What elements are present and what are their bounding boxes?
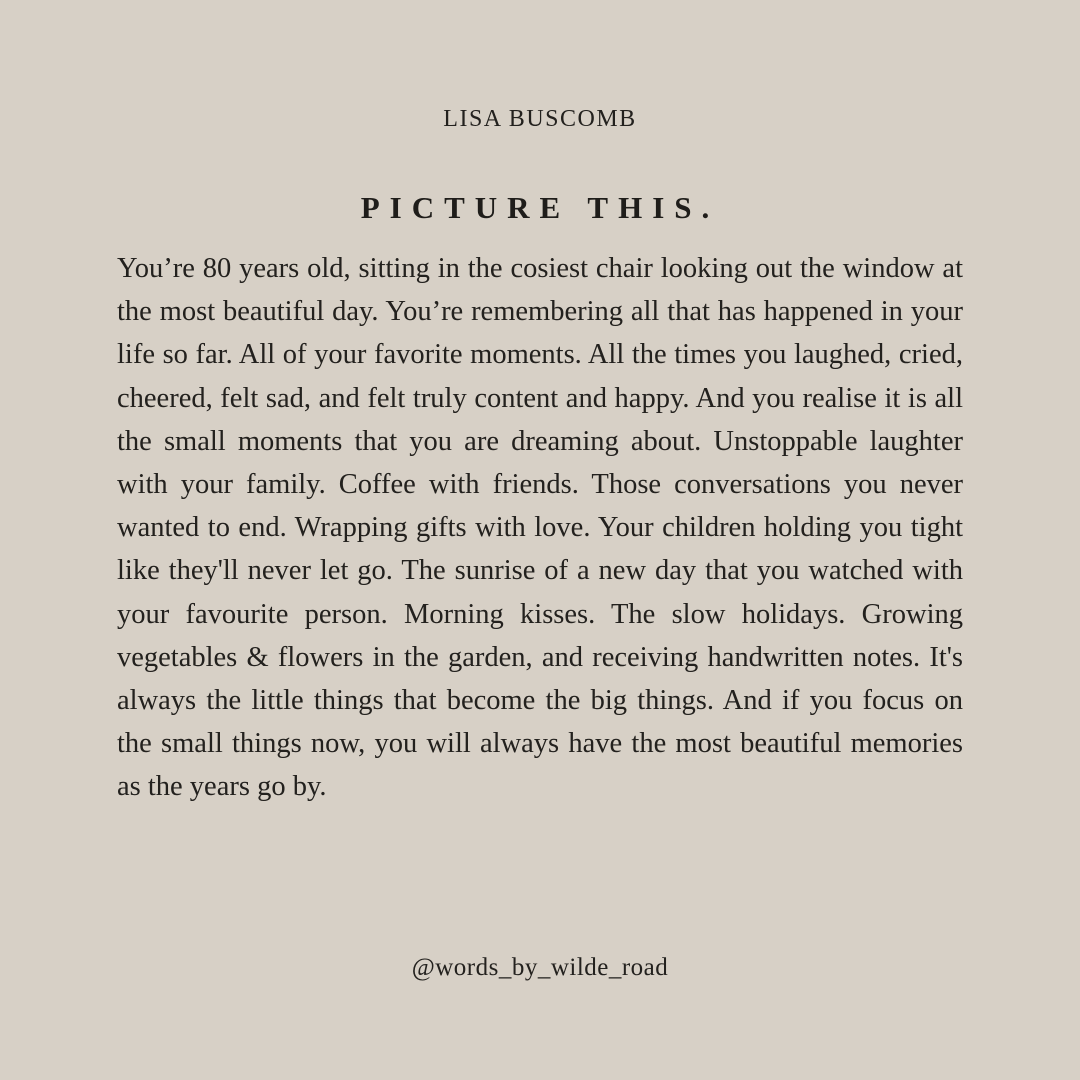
instagram-handle: @words_by_wilde_road xyxy=(411,954,669,981)
author-name: LISA BUSCOMB xyxy=(443,106,637,132)
quote-body-text: You’re 80 years old, sitting in the cosiest chair looking out the window at the most beautiful day. You’re remembering all that has happened in your life so far. All of your favorite moments. All the times you laughed, cried, cheered, felt sad, and felt truly content and happy. And you realise it is all the small moments that you are dreaming about. Unstoppable laughter with your family. Coffee with friends. Those conversations you never wanted to end. Wrapping gifts with love. Your children holding you tight like they'll never let go. The sunrise of a new day that you watched with your favourite person. Morning kisses. The slow holidays. Growing vegetables & flowers in the garden, and receiving handwritten notes. It's always the little things that become the big things. And if you focus on the small things now, you will always have the most beautiful memories as the years go by. xyxy=(117,253,963,803)
quote-title: PICTURE THIS. xyxy=(360,190,720,225)
